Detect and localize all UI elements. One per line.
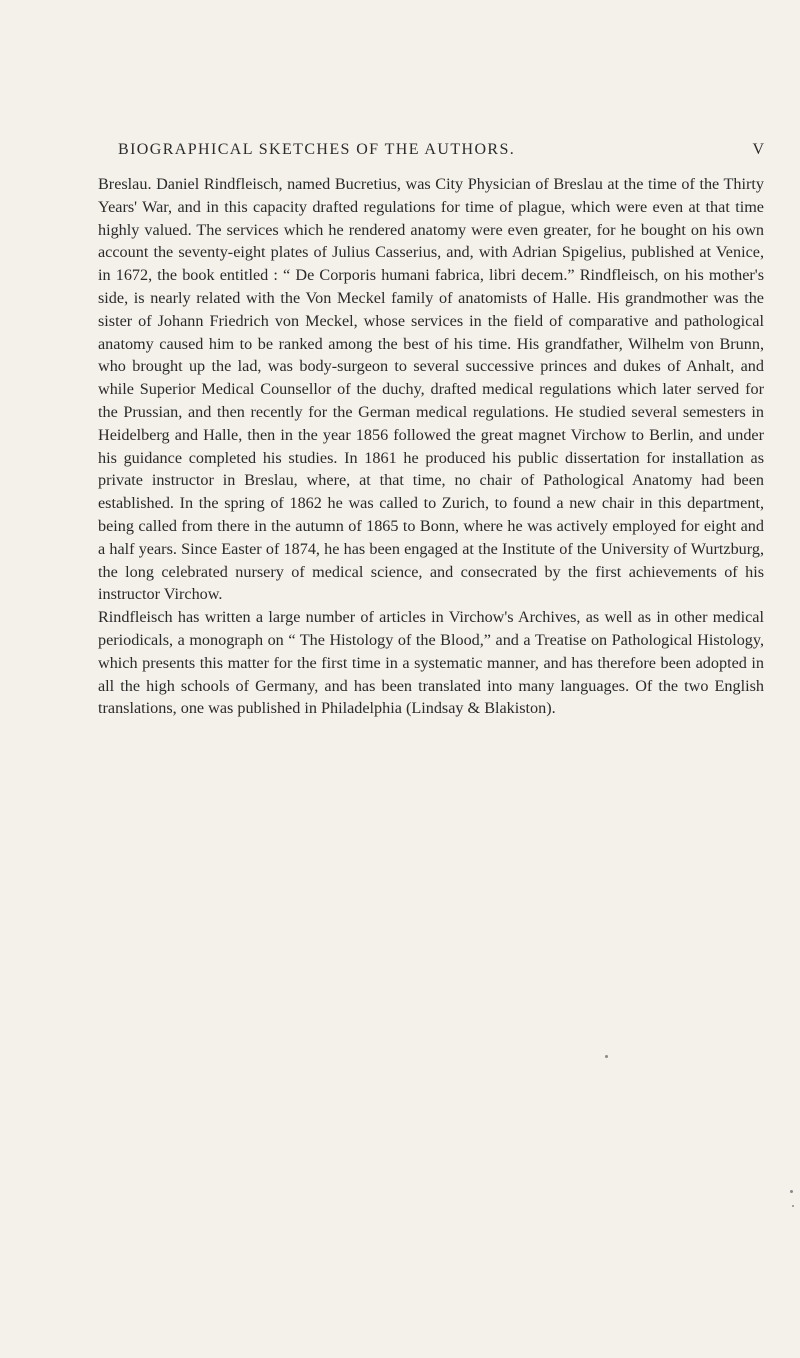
page-number: V [752,141,764,158]
paragraph-publications: Rindfleisch has written a large number of articles in Virchow's Archives, as well as in other medical periodicals, a monograph on “ The Histology of the Blood,” and a Treatise on Pathological Histology, which presents this matter for the first time in a systematic manner, and has therefore been adopted in all the high schools of Germany, and has been translated into many languages. Of the two English translations, one was published in Philadelphia (Lindsay & Blakiston). [98,608,764,718]
paragraph-biography: Breslau. Daniel Rindfleisch, named Bucretius, was City Physician of Breslau at the time of the Thirty Years' War, and in this capacity drafted regulations for time of plague, which were even at that time highly valued. The services which he rendered anatomy were even greater, for he bought on his own account the seventy-eight plates of Julius Casserius, and, with Adrian Spigelius, published at Venice, in 1672, the book entitled : “ De Corporis humani fabrica, libri decem.” Rindfleisch, on his mother's side, is nearly related with the Von Meckel family of anatomists of Halle. His grandmother was the sister of Johann Friedrich von Meckel, whose services in the field of comparative and pathological anatomy caused him to be ranked among the best of his time. His grandfather, Wilhelm von Brunn, who brought up the lad, was body-surgeon to several successive princes and dukes of Anhalt, and while Superior Medical Counsellor of the duchy, drafted medical regulations which later served for the Prussian, and then recently for the German medical regulations. He studied several semesters in Heidelberg and Halle, then in the year 1856 followed the great magnet Virchow to Berlin, and under his guidance completed his studies. In 1861 he produced his public dissertation for installation as private instructor in Breslau, where, at that time, no chair of Pathological Anatomy had been established. In the spring of 1862 he was called to Zurich, to found a new chair in this department, being called from there in the autumn of 1865 to Bonn, where he was actively employed for eight and a half years. Since Easter of 1874, he has been engaged at the Institute of the University of Wurtzburg, the long celebrated nursery of medical science, and consecrated by the first achievements of his instructor Virchow. [98,175,764,604]
print-speck [792,1205,794,1207]
page-header [118,141,764,167]
print-speck [790,1190,793,1193]
print-speck [605,1055,608,1058]
body-text [98,173,764,720]
running-title: BIOGRAPHICAL SKETCHES OF THE AUTHORS. [118,141,516,158]
